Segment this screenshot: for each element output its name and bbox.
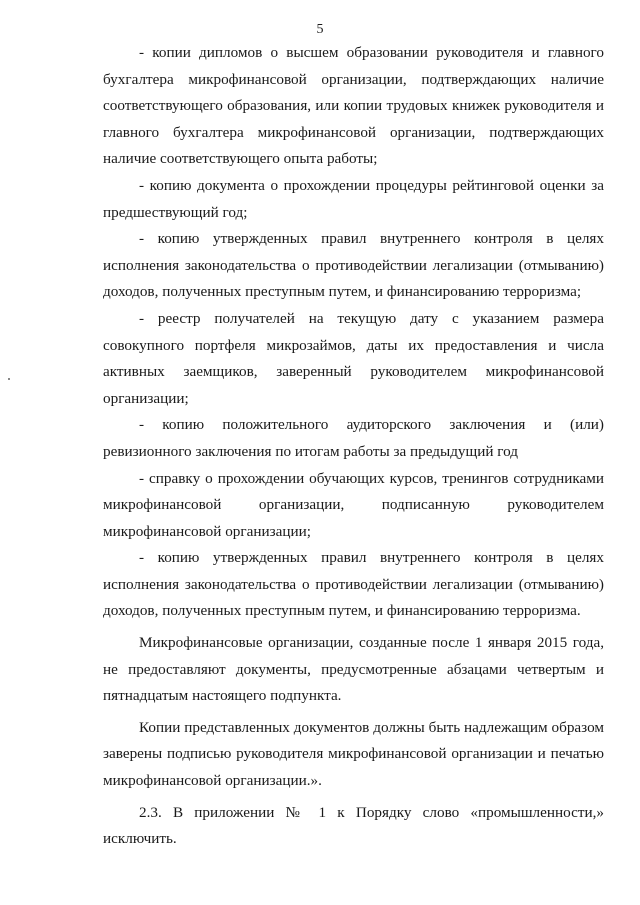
- paragraph-internal-control-rules-2: - копию утвержденных правил внутреннего контроля в целях исполнения законодательства о противодействии легализации (отмыванию) доходов, полученных преступным путем, и финансированию терроризма.: [103, 549, 604, 620]
- paragraph-new-organizations: Микрофинансовые организации, созданные после 1 января 2015 года, не предоставляют документы, предусмотренные абзацами четвертым и пятнадцатым настоящего подпункта.: [103, 634, 604, 705]
- paragraph-certification: Копии представленных документов должны быть надлежащим образом заверены подписью руководителя микрофинансовой организации и печатью микрофинансовой организации.».: [103, 718, 604, 790]
- paragraph-internal-control-rules: - копию утвержденных правил внутреннего контроля в целях исполнения законодательства о противодействии легализации (отмыванию) доходов, полученных преступным путем, и финансированию терроризма;: [103, 230, 604, 301]
- page-number: 5: [316, 22, 324, 37]
- paragraph-rating: - копию документа о прохождении процедуры рейтинговой оценки за предшествующий год;: [103, 176, 604, 221]
- document-body: [103, 40, 604, 853]
- paragraph-audit-report: - копию положительного аудиторского заключения и (или) ревизионного заключения по итогам работы за предыдущий год: [103, 416, 604, 460]
- margin-mark: [8, 378, 10, 380]
- paragraph-diplomas: - копии дипломов о высшем образовании руководителя и главного бухгалтера микрофинансовой организации, подтверждающих наличие соответствующего образования, или копии трудовых книжек руководителя и главного бухгалтера микрофинансовой организации, подтверждающих наличие соответствующего опыта работы;: [103, 44, 604, 168]
- paragraph-training-certificate: - справку о прохождении обучающих курсов, тренингов сотрудниками микрофинансовой организации, подписанную руководителем микрофинансовой организации;: [103, 469, 604, 540]
- paragraph-borrowers-registry: - реестр получателей на текущую дату с указанием размера совокупного портфеля микрозаймов, даты их предоставления и числа активных заемщиков, заверенный руководителем микрофинансовой организации;: [103, 309, 604, 407]
- paragraph-amendment-2-3: 2.3. В приложении № 1 к Порядку слово «промышленности,» исключить.: [103, 803, 604, 848]
